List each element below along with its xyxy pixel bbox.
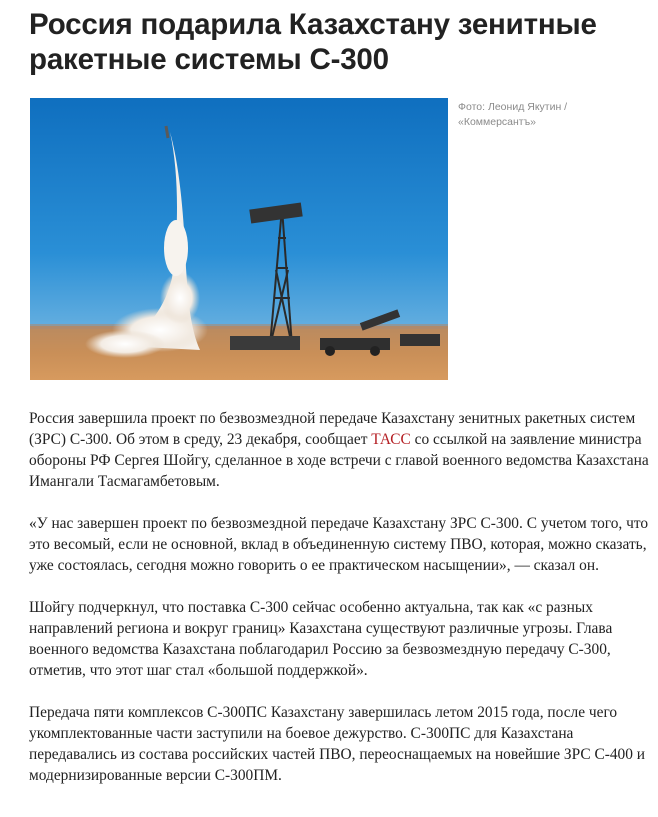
paragraph-3: Шойгу подчеркнул, что поставка С-300 сейчас особенно актуальна, так как «с разных направлений региона и вокруг границ» Казахстана существуют различные угрозы. Глава военного ведомства Казахстана поблагодарил Россию за безвозмездную передачу С-300, отметив, что этот шаг стал «большой поддержкой». bbox=[29, 599, 613, 679]
paragraph-1-before: Россия завершила проект по безвозмездной передаче Казахстану зенитных ракетных систем (ЗРС) С-300. Об этом в среду, 23 декабря, сообщает bbox=[29, 410, 636, 448]
photo-credit: Фото: Леонид Якутин / «Коммерсантъ» bbox=[458, 101, 568, 128]
paragraph-1-after: со ссылкой на заявление министра обороны РФ Сергея Шойгу, сделанное в ходе встречи с главой военного ведомства Казахстана Имангали Тасмагамбетовым. bbox=[29, 431, 649, 490]
article-body bbox=[29, 408, 654, 807]
paragraph-1 bbox=[29, 408, 654, 492]
tass-link[interactable]: ТАСС bbox=[371, 431, 411, 448]
article-title: Россия подарила Казахстану зенитные ракетные системы С-300 bbox=[29, 8, 597, 76]
paragraph-4: Передача пяти комплексов С-300ПС Казахстану завершилась летом 2015 года, после чего укомплектованные части заступили на боевое дежурство. С-300ПС для Казахстана передавались из состава российских частей ПВО, переоснащаемых на новейшие ЗРС С-400 и модернизированные версии С-300ПМ. bbox=[29, 704, 646, 784]
paragraph-2: «У нас завершен проект по безвозмездной передаче Казахстану ЗРС С-300. С учетом того, что это весомый, если не основной, вклад в объединенную систему ПВО, которая, можно сказать, уже состоялась, сегодня можно говорить о ее практическом насыщении», — сказал он. bbox=[29, 515, 649, 574]
article-photo bbox=[30, 98, 448, 380]
